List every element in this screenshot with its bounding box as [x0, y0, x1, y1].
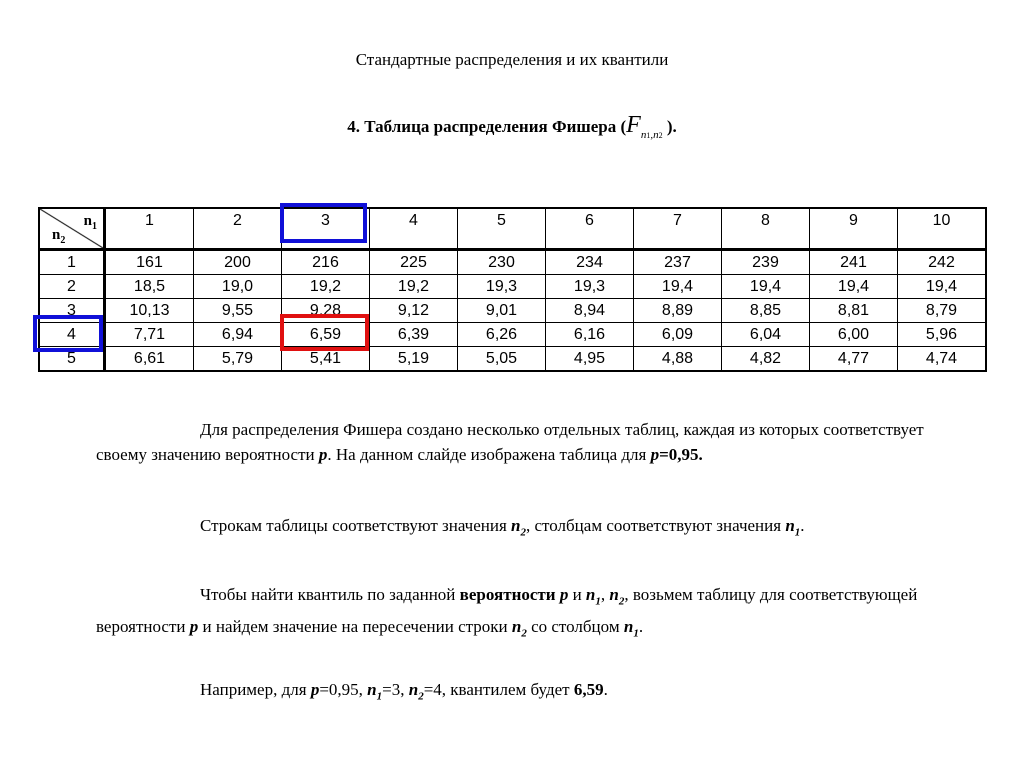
table-cell: 19,0 [194, 275, 282, 299]
table-row [39, 299, 986, 323]
table-cell: 6,94 [194, 323, 282, 347]
row-header: 3 [39, 299, 105, 323]
table-cell: 4,74 [898, 347, 987, 372]
table-cell: 6,04 [722, 323, 810, 347]
table-heading-text: 4. Таблица распределения Фишера ( [347, 117, 627, 136]
table-cell: 5,05 [458, 347, 546, 372]
column-header: 4 [370, 208, 458, 250]
column-header: 3 [282, 208, 370, 250]
column-header: 2 [194, 208, 282, 250]
table-cell: 6,59 [282, 323, 370, 347]
table-cell: 8,81 [810, 299, 898, 323]
table-cell: 9,28 [282, 299, 370, 323]
table-cell: 216 [282, 250, 370, 275]
table-row [39, 347, 986, 372]
table-heading [0, 112, 1024, 141]
table-cell: 234 [546, 250, 634, 275]
table-cell: 161 [105, 250, 194, 275]
fisher-table [38, 207, 987, 372]
table-cell: 6,16 [546, 323, 634, 347]
table-cell: 4,77 [810, 347, 898, 372]
row-highlight-box [33, 315, 103, 352]
table-cell: 18,5 [105, 275, 194, 299]
table-cell: 19,4 [810, 275, 898, 299]
table-cell: 8,89 [634, 299, 722, 323]
column-header: 6 [546, 208, 634, 250]
row-header: 4 [39, 323, 105, 347]
corner-n1: $n_1$ [83, 213, 97, 232]
table-cell: 6,09 [634, 323, 722, 347]
column-header: 5 [458, 208, 546, 250]
row-header: 5 [39, 347, 105, 372]
table-cell: 19,2 [370, 275, 458, 299]
column-header: 10 [898, 208, 987, 250]
table-cell: 4,95 [546, 347, 634, 372]
table-cell: 19,3 [458, 275, 546, 299]
table-cell: 4,82 [722, 347, 810, 372]
table-cell: 8,94 [546, 299, 634, 323]
table-cell: 230 [458, 250, 546, 275]
column-header: 9 [810, 208, 898, 250]
table-cell: 4,88 [634, 347, 722, 372]
page-title: Стандартные распределения и их квантили [355, 50, 669, 69]
table-cell: 19,2 [282, 275, 370, 299]
table-cell: 225 [370, 250, 458, 275]
table-cell: 9,12 [370, 299, 458, 323]
paragraph-3: Чтобы найти квантиль по заданной вероятности p и $n_1$, $n_2$, возьмем таблицу для соответствующей вероятности p и найдем значение на пересечении строки $n_2$ со столбцом $n_1$. [96, 585, 918, 640]
answer-highlight-box [280, 314, 369, 351]
table-row [39, 250, 986, 275]
table-row [39, 275, 986, 299]
table-heading-close: ). [666, 117, 677, 136]
table-cell: 6,61 [105, 347, 194, 372]
table-row [39, 323, 986, 347]
column-header: 7 [634, 208, 722, 250]
table-cell: 5,19 [370, 347, 458, 372]
table-cell: 19,4 [722, 275, 810, 299]
table-cell: 6,39 [370, 323, 458, 347]
table-cell: 5,79 [194, 347, 282, 372]
table-cell: 5,96 [898, 323, 987, 347]
column-header: 8 [722, 208, 810, 250]
table-cell: 242 [898, 250, 987, 275]
table-cell: 6,26 [458, 323, 546, 347]
corner-cell [39, 208, 105, 250]
table-cell: 239 [722, 250, 810, 275]
table-cell: 9,01 [458, 299, 546, 323]
paragraph-4: Например, для p=0,95, $n_1=3$, $n_2=4$, квантилем будет 6,59. [200, 680, 608, 703]
paragraph-1: Для распределения Фишера создано несколько отдельных таблиц, каждая из которых соответствует своему значению вероятности p. На данном слайде изображена таблица для p=0,95. [96, 420, 924, 464]
table-cell: 6,00 [810, 323, 898, 347]
row-header: 1 [39, 250, 105, 275]
table-header-row [39, 208, 986, 250]
table-cell: 8,85 [722, 299, 810, 323]
table-cell: 19,4 [898, 275, 987, 299]
formula-subscript: n1,n2 [640, 129, 663, 141]
table-cell: 7,71 [105, 323, 194, 347]
table-cell: 9,55 [194, 299, 282, 323]
table-cell: 200 [194, 250, 282, 275]
paragraph-2: Строкам таблицы соответствуют значения $n_2$, столбцам соответствуют значения $n_1$. [200, 516, 805, 539]
column-header: 1 [105, 208, 194, 250]
formula-f: F [626, 112, 641, 138]
table-cell: 241 [810, 250, 898, 275]
table-cell: 19,4 [634, 275, 722, 299]
corner-n2: $n_2$ [52, 227, 66, 246]
table-cell: 8,79 [898, 299, 987, 323]
table-cell: 10,13 [105, 299, 194, 323]
table-cell: 5,41 [282, 347, 370, 372]
table-cell: 237 [634, 250, 722, 275]
column-highlight-box [280, 203, 367, 243]
row-header: 2 [39, 275, 105, 299]
table-cell: 19,3 [546, 275, 634, 299]
